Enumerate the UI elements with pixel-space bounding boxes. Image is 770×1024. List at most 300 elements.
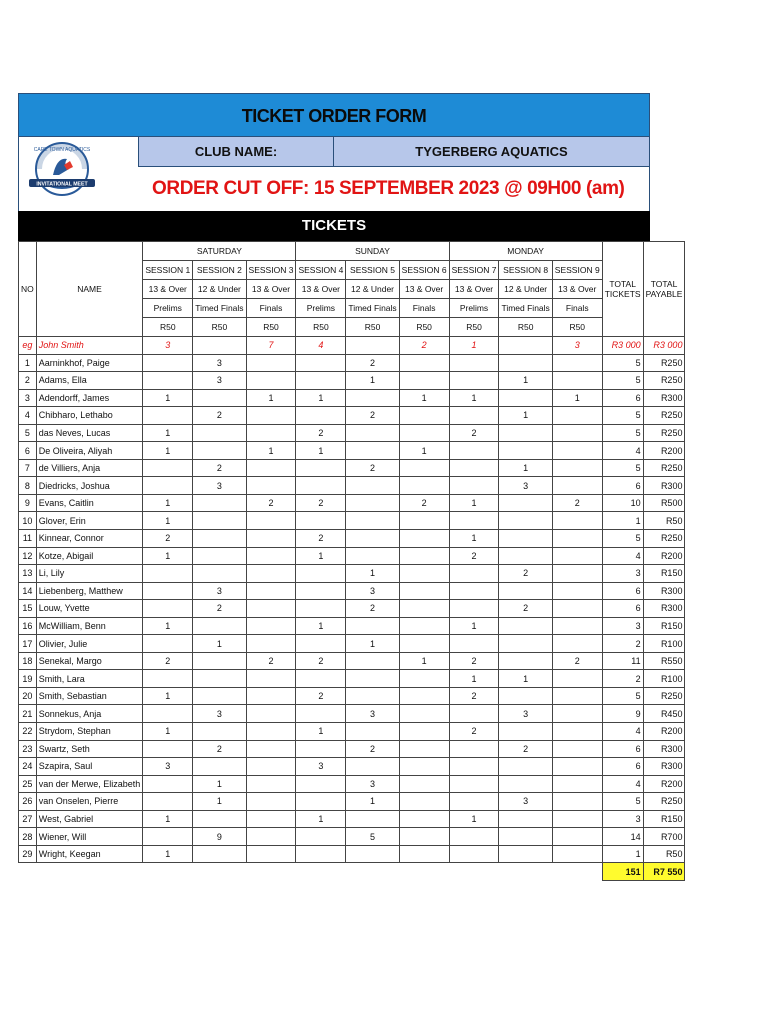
session-6-qty[interactable] <box>399 600 449 618</box>
session-6-qty[interactable]: 1 <box>399 652 449 670</box>
session-2-qty[interactable]: 3 <box>193 354 246 372</box>
session-2-qty[interactable]: 3 <box>193 477 246 495</box>
session-9-qty[interactable] <box>552 740 602 758</box>
row-name[interactable]: Aarninkhof, Paige <box>36 354 143 372</box>
session-9-qty[interactable] <box>552 793 602 811</box>
session-4-qty[interactable] <box>296 828 346 846</box>
session-1-qty[interactable] <box>143 793 193 811</box>
session-3-qty[interactable] <box>246 687 296 705</box>
session-4-qty[interactable]: 1 <box>296 723 346 741</box>
session-9-qty[interactable] <box>552 687 602 705</box>
session-4-qty[interactable] <box>296 372 346 390</box>
session-6-qty[interactable] <box>399 617 449 635</box>
session-9-qty[interactable] <box>552 424 602 442</box>
session-9-qty[interactable] <box>552 600 602 618</box>
row-name[interactable]: De Oliveira, Aliyah <box>36 442 143 460</box>
session-7-qty[interactable]: 1 <box>449 494 499 512</box>
session-8-qty[interactable]: 2 <box>499 740 552 758</box>
session-4-qty[interactable] <box>296 670 346 688</box>
session-7-qty[interactable] <box>449 459 499 477</box>
session-9-qty[interactable] <box>552 705 602 723</box>
session-6-qty[interactable] <box>399 758 449 776</box>
session-5-qty[interactable] <box>346 845 399 863</box>
session-5-qty[interactable] <box>346 530 399 548</box>
session-1-qty[interactable]: 1 <box>143 512 193 530</box>
session-3-qty[interactable] <box>246 600 296 618</box>
session-1-qty[interactable]: 1 <box>143 617 193 635</box>
session-7-qty[interactable] <box>449 565 499 583</box>
session-3-qty[interactable] <box>246 635 296 653</box>
session-6-qty[interactable] <box>399 459 449 477</box>
session-2-qty[interactable]: 1 <box>193 775 246 793</box>
session-3-qty[interactable] <box>246 845 296 863</box>
session-4-qty[interactable] <box>296 459 346 477</box>
session-8-qty[interactable] <box>499 775 552 793</box>
session-3-qty[interactable] <box>246 477 296 495</box>
session-2-qty[interactable] <box>193 530 246 548</box>
session-4-qty[interactable]: 1 <box>296 389 346 407</box>
session-7-qty[interactable] <box>449 407 499 425</box>
session-1-qty[interactable]: 1 <box>143 442 193 460</box>
session-1-qty[interactable] <box>143 407 193 425</box>
session-7-qty[interactable] <box>449 793 499 811</box>
session-9-qty[interactable] <box>552 635 602 653</box>
session-5-qty[interactable]: 2 <box>346 459 399 477</box>
session-1-qty[interactable]: 1 <box>143 494 193 512</box>
session-1-qty[interactable]: 2 <box>143 652 193 670</box>
session-8-qty[interactable] <box>499 337 552 355</box>
session-3-qty[interactable] <box>246 810 296 828</box>
session-3-qty[interactable] <box>246 740 296 758</box>
session-6-qty[interactable] <box>399 740 449 758</box>
session-7-qty[interactable]: 2 <box>449 723 499 741</box>
session-5-qty[interactable] <box>346 494 399 512</box>
session-4-qty[interactable] <box>296 845 346 863</box>
session-3-qty[interactable] <box>246 547 296 565</box>
session-9-qty[interactable] <box>552 775 602 793</box>
session-9-qty[interactable] <box>552 512 602 530</box>
session-1-qty[interactable]: 3 <box>143 337 193 355</box>
session-4-qty[interactable] <box>296 407 346 425</box>
session-8-qty[interactable] <box>499 617 552 635</box>
session-9-qty[interactable] <box>552 477 602 495</box>
session-6-qty[interactable] <box>399 687 449 705</box>
session-4-qty[interactable]: 2 <box>296 494 346 512</box>
session-8-qty[interactable] <box>499 389 552 407</box>
row-name[interactable]: West, Gabriel <box>36 810 143 828</box>
row-name[interactable]: Adendorff, James <box>36 389 143 407</box>
session-2-qty[interactable] <box>193 389 246 407</box>
session-5-qty[interactable] <box>346 670 399 688</box>
session-1-qty[interactable] <box>143 477 193 495</box>
row-name[interactable]: Olivier, Julie <box>36 635 143 653</box>
row-name[interactable]: van der Merwe, Elizabeth <box>36 775 143 793</box>
session-2-qty[interactable] <box>193 670 246 688</box>
session-1-qty[interactable]: 1 <box>143 389 193 407</box>
session-9-qty[interactable] <box>552 758 602 776</box>
session-8-qty[interactable] <box>499 723 552 741</box>
session-3-qty[interactable] <box>246 372 296 390</box>
session-1-qty[interactable]: 1 <box>143 424 193 442</box>
session-4-qty[interactable]: 1 <box>296 810 346 828</box>
session-4-qty[interactable] <box>296 775 346 793</box>
session-8-qty[interactable] <box>499 547 552 565</box>
session-2-qty[interactable]: 1 <box>193 793 246 811</box>
session-6-qty[interactable] <box>399 723 449 741</box>
session-6-qty[interactable]: 2 <box>399 494 449 512</box>
row-name[interactable]: Swartz, Seth <box>36 740 143 758</box>
club-name-value[interactable]: TYGERBERG AQUATICS <box>334 137 649 166</box>
session-2-qty[interactable]: 2 <box>193 740 246 758</box>
session-4-qty[interactable]: 3 <box>296 758 346 776</box>
session-1-qty[interactable] <box>143 582 193 600</box>
row-name[interactable]: Diedricks, Joshua <box>36 477 143 495</box>
session-3-qty[interactable] <box>246 617 296 635</box>
session-1-qty[interactable]: 1 <box>143 547 193 565</box>
session-3-qty[interactable]: 2 <box>246 652 296 670</box>
session-7-qty[interactable] <box>449 705 499 723</box>
session-2-qty[interactable] <box>193 758 246 776</box>
session-3-qty[interactable] <box>246 424 296 442</box>
session-5-qty[interactable] <box>346 810 399 828</box>
session-6-qty[interactable] <box>399 547 449 565</box>
session-4-qty[interactable]: 1 <box>296 442 346 460</box>
session-6-qty[interactable] <box>399 793 449 811</box>
session-7-qty[interactable] <box>449 845 499 863</box>
row-name[interactable]: Senekal, Margo <box>36 652 143 670</box>
session-4-qty[interactable] <box>296 705 346 723</box>
session-5-qty[interactable]: 2 <box>346 354 399 372</box>
row-name[interactable]: Sonnekus, Anja <box>36 705 143 723</box>
session-3-qty[interactable]: 2 <box>246 494 296 512</box>
session-6-qty[interactable]: 1 <box>399 389 449 407</box>
session-6-qty[interactable] <box>399 670 449 688</box>
session-8-qty[interactable]: 3 <box>499 705 552 723</box>
session-5-qty[interactable] <box>346 424 399 442</box>
session-8-qty[interactable] <box>499 758 552 776</box>
session-7-qty[interactable] <box>449 740 499 758</box>
session-7-qty[interactable] <box>449 582 499 600</box>
session-2-qty[interactable] <box>193 547 246 565</box>
session-5-qty[interactable] <box>346 652 399 670</box>
session-2-qty[interactable] <box>193 494 246 512</box>
session-5-qty[interactable] <box>346 617 399 635</box>
session-3-qty[interactable] <box>246 512 296 530</box>
session-8-qty[interactable] <box>499 652 552 670</box>
session-8-qty[interactable] <box>499 635 552 653</box>
row-name[interactable]: Strydom, Stephan <box>36 723 143 741</box>
session-7-qty[interactable]: 1 <box>449 617 499 635</box>
row-name[interactable]: Li, Lily <box>36 565 143 583</box>
session-4-qty[interactable]: 1 <box>296 617 346 635</box>
session-2-qty[interactable]: 1 <box>193 635 246 653</box>
session-7-qty[interactable] <box>449 477 499 495</box>
session-2-qty[interactable] <box>193 512 246 530</box>
session-3-qty[interactable] <box>246 828 296 846</box>
session-3-qty[interactable]: 7 <box>246 337 296 355</box>
session-1-qty[interactable]: 2 <box>143 530 193 548</box>
row-name[interactable]: Evans, Caitlin <box>36 494 143 512</box>
session-9-qty[interactable] <box>552 530 602 548</box>
session-6-qty[interactable] <box>399 810 449 828</box>
session-7-qty[interactable]: 2 <box>449 652 499 670</box>
session-3-qty[interactable] <box>246 354 296 372</box>
session-4-qty[interactable] <box>296 740 346 758</box>
session-3-qty[interactable] <box>246 775 296 793</box>
session-8-qty[interactable]: 3 <box>499 793 552 811</box>
session-6-qty[interactable] <box>399 705 449 723</box>
session-5-qty[interactable] <box>346 337 399 355</box>
session-5-qty[interactable] <box>346 477 399 495</box>
session-8-qty[interactable] <box>499 354 552 372</box>
session-7-qty[interactable]: 2 <box>449 687 499 705</box>
session-8-qty[interactable]: 1 <box>499 407 552 425</box>
session-6-qty[interactable] <box>399 828 449 846</box>
session-8-qty[interactable] <box>499 810 552 828</box>
session-9-qty[interactable] <box>552 617 602 635</box>
session-1-qty[interactable] <box>143 600 193 618</box>
session-7-qty[interactable]: 1 <box>449 530 499 548</box>
session-8-qty[interactable] <box>499 582 552 600</box>
session-9-qty[interactable]: 2 <box>552 494 602 512</box>
session-2-qty[interactable]: 2 <box>193 600 246 618</box>
session-7-qty[interactable] <box>449 775 499 793</box>
row-name[interactable]: Wiener, Will <box>36 828 143 846</box>
session-3-qty[interactable] <box>246 705 296 723</box>
session-1-qty[interactable]: 3 <box>143 758 193 776</box>
session-2-qty[interactable]: 9 <box>193 828 246 846</box>
row-name[interactable]: Kotze, Abigail <box>36 547 143 565</box>
row-name[interactable]: Szapira, Saul <box>36 758 143 776</box>
session-7-qty[interactable] <box>449 354 499 372</box>
session-5-qty[interactable] <box>346 512 399 530</box>
row-name[interactable]: Glover, Erin <box>36 512 143 530</box>
session-2-qty[interactable] <box>193 723 246 741</box>
session-5-qty[interactable]: 1 <box>346 793 399 811</box>
session-4-qty[interactable]: 2 <box>296 687 346 705</box>
session-7-qty[interactable]: 2 <box>449 424 499 442</box>
session-5-qty[interactable]: 3 <box>346 705 399 723</box>
session-5-qty[interactable]: 2 <box>346 600 399 618</box>
session-8-qty[interactable]: 1 <box>499 459 552 477</box>
session-5-qty[interactable]: 2 <box>346 407 399 425</box>
session-1-qty[interactable]: 1 <box>143 687 193 705</box>
row-name[interactable]: das Neves, Lucas <box>36 424 143 442</box>
session-3-qty[interactable] <box>246 758 296 776</box>
session-1-qty[interactable]: 1 <box>143 723 193 741</box>
session-3-qty[interactable]: 1 <box>246 442 296 460</box>
session-5-qty[interactable]: 1 <box>346 565 399 583</box>
session-2-qty[interactable] <box>193 337 246 355</box>
session-4-qty[interactable]: 1 <box>296 547 346 565</box>
session-8-qty[interactable]: 3 <box>499 477 552 495</box>
session-2-qty[interactable] <box>193 424 246 442</box>
session-1-qty[interactable]: 1 <box>143 810 193 828</box>
session-2-qty[interactable] <box>193 442 246 460</box>
session-5-qty[interactable]: 1 <box>346 372 399 390</box>
session-7-qty[interactable] <box>449 512 499 530</box>
session-1-qty[interactable] <box>143 565 193 583</box>
row-name[interactable]: Smith, Lara <box>36 670 143 688</box>
session-9-qty[interactable] <box>552 828 602 846</box>
session-5-qty[interactable]: 3 <box>346 582 399 600</box>
session-2-qty[interactable]: 2 <box>193 407 246 425</box>
session-9-qty[interactable] <box>552 582 602 600</box>
session-2-qty[interactable] <box>193 652 246 670</box>
session-4-qty[interactable]: 2 <box>296 424 346 442</box>
session-6-qty[interactable] <box>399 582 449 600</box>
row-name[interactable]: Wright, Keegan <box>36 845 143 863</box>
session-5-qty[interactable] <box>346 442 399 460</box>
session-3-qty[interactable] <box>246 793 296 811</box>
session-1-qty[interactable] <box>143 775 193 793</box>
session-5-qty[interactable] <box>346 389 399 407</box>
session-6-qty[interactable] <box>399 530 449 548</box>
session-3-qty[interactable] <box>246 565 296 583</box>
session-8-qty[interactable] <box>499 845 552 863</box>
session-4-qty[interactable] <box>296 582 346 600</box>
session-7-qty[interactable]: 1 <box>449 670 499 688</box>
session-5-qty[interactable] <box>346 687 399 705</box>
session-6-qty[interactable] <box>399 565 449 583</box>
session-9-qty[interactable] <box>552 565 602 583</box>
session-7-qty[interactable] <box>449 442 499 460</box>
session-5-qty[interactable]: 1 <box>346 635 399 653</box>
session-8-qty[interactable] <box>499 442 552 460</box>
session-1-qty[interactable] <box>143 354 193 372</box>
session-9-qty[interactable] <box>552 442 602 460</box>
session-8-qty[interactable]: 1 <box>499 372 552 390</box>
session-8-qty[interactable]: 2 <box>499 565 552 583</box>
session-2-qty[interactable] <box>193 617 246 635</box>
session-6-qty[interactable] <box>399 845 449 863</box>
session-4-qty[interactable]: 2 <box>296 652 346 670</box>
session-1-qty[interactable] <box>143 635 193 653</box>
session-7-qty[interactable] <box>449 372 499 390</box>
session-7-qty[interactable] <box>449 635 499 653</box>
session-2-qty[interactable] <box>193 565 246 583</box>
session-6-qty[interactable] <box>399 635 449 653</box>
session-7-qty[interactable]: 1 <box>449 810 499 828</box>
session-1-qty[interactable]: 1 <box>143 845 193 863</box>
session-4-qty[interactable] <box>296 477 346 495</box>
row-name[interactable]: Chibharo, Lethabo <box>36 407 143 425</box>
session-2-qty[interactable]: 3 <box>193 705 246 723</box>
session-6-qty[interactable]: 2 <box>399 337 449 355</box>
session-5-qty[interactable] <box>346 547 399 565</box>
session-3-qty[interactable] <box>246 407 296 425</box>
session-6-qty[interactable] <box>399 354 449 372</box>
session-9-qty[interactable] <box>552 547 602 565</box>
session-6-qty[interactable] <box>399 512 449 530</box>
session-7-qty[interactable] <box>449 758 499 776</box>
session-8-qty[interactable] <box>499 828 552 846</box>
session-5-qty[interactable]: 5 <box>346 828 399 846</box>
session-4-qty[interactable]: 4 <box>296 337 346 355</box>
session-9-qty[interactable] <box>552 845 602 863</box>
session-4-qty[interactable] <box>296 354 346 372</box>
session-7-qty[interactable] <box>449 600 499 618</box>
session-9-qty[interactable] <box>552 354 602 372</box>
session-1-qty[interactable] <box>143 705 193 723</box>
row-name[interactable]: Smith, Sebastian <box>36 687 143 705</box>
session-7-qty[interactable] <box>449 828 499 846</box>
session-6-qty[interactable]: 1 <box>399 442 449 460</box>
session-6-qty[interactable] <box>399 775 449 793</box>
session-3-qty[interactable] <box>246 459 296 477</box>
row-name[interactable]: Liebenberg, Matthew <box>36 582 143 600</box>
session-4-qty[interactable] <box>296 793 346 811</box>
session-9-qty[interactable] <box>552 372 602 390</box>
row-name[interactable]: Kinnear, Connor <box>36 530 143 548</box>
session-3-qty[interactable]: 1 <box>246 389 296 407</box>
session-5-qty[interactable]: 2 <box>346 740 399 758</box>
session-3-qty[interactable] <box>246 723 296 741</box>
row-name[interactable]: van Onselen, Pierre <box>36 793 143 811</box>
session-4-qty[interactable]: 2 <box>296 530 346 548</box>
session-9-qty[interactable] <box>552 407 602 425</box>
session-1-qty[interactable] <box>143 828 193 846</box>
session-9-qty[interactable]: 3 <box>552 337 602 355</box>
session-3-qty[interactable] <box>246 582 296 600</box>
session-9-qty[interactable]: 1 <box>552 389 602 407</box>
session-8-qty[interactable]: 1 <box>499 670 552 688</box>
session-1-qty[interactable] <box>143 459 193 477</box>
session-2-qty[interactable]: 3 <box>193 372 246 390</box>
session-9-qty[interactable] <box>552 459 602 477</box>
session-2-qty[interactable]: 2 <box>193 459 246 477</box>
session-4-qty[interactable] <box>296 512 346 530</box>
session-4-qty[interactable] <box>296 635 346 653</box>
session-8-qty[interactable] <box>499 530 552 548</box>
session-5-qty[interactable]: 3 <box>346 775 399 793</box>
session-9-qty[interactable] <box>552 670 602 688</box>
session-9-qty[interactable] <box>552 810 602 828</box>
row-name[interactable]: McWilliam, Benn <box>36 617 143 635</box>
session-6-qty[interactable] <box>399 407 449 425</box>
session-2-qty[interactable] <box>193 687 246 705</box>
row-name[interactable]: de Villiers, Anja <box>36 459 143 477</box>
session-8-qty[interactable] <box>499 512 552 530</box>
row-name[interactable]: John Smith <box>36 337 143 355</box>
session-9-qty[interactable]: 2 <box>552 652 602 670</box>
session-1-qty[interactable] <box>143 670 193 688</box>
session-2-qty[interactable] <box>193 845 246 863</box>
row-name[interactable]: Louw, Yvette <box>36 600 143 618</box>
session-4-qty[interactable] <box>296 565 346 583</box>
session-7-qty[interactable]: 1 <box>449 389 499 407</box>
session-8-qty[interactable] <box>499 494 552 512</box>
session-3-qty[interactable] <box>246 670 296 688</box>
row-name[interactable]: Adams, Ella <box>36 372 143 390</box>
session-4-qty[interactable] <box>296 600 346 618</box>
session-3-qty[interactable] <box>246 530 296 548</box>
session-5-qty[interactable] <box>346 723 399 741</box>
session-1-qty[interactable] <box>143 372 193 390</box>
session-9-qty[interactable] <box>552 723 602 741</box>
session-6-qty[interactable] <box>399 424 449 442</box>
session-7-qty[interactable]: 2 <box>449 547 499 565</box>
session-2-qty[interactable] <box>193 810 246 828</box>
session-2-qty[interactable]: 3 <box>193 582 246 600</box>
session-6-qty[interactable] <box>399 477 449 495</box>
session-6-qty[interactable] <box>399 372 449 390</box>
session-8-qty[interactable]: 2 <box>499 600 552 618</box>
session-5-qty[interactable] <box>346 758 399 776</box>
session-8-qty[interactable] <box>499 687 552 705</box>
session-1-qty[interactable] <box>143 740 193 758</box>
session-7-qty[interactable]: 1 <box>449 337 499 355</box>
